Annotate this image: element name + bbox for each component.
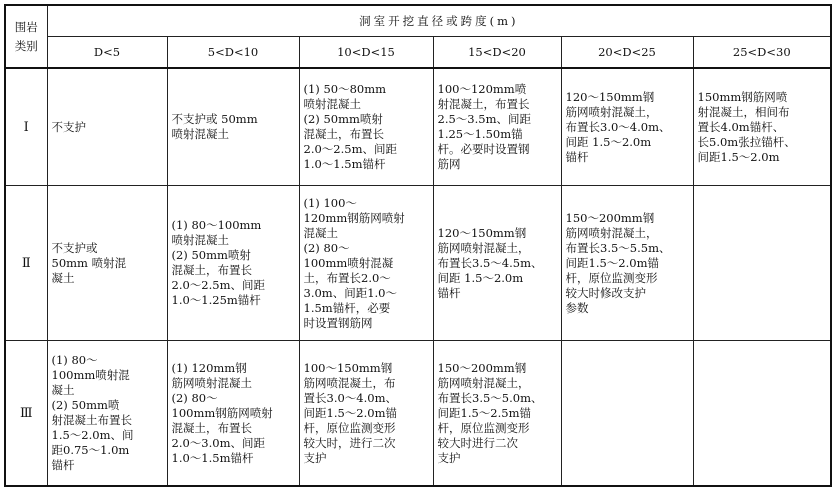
table-cell: 150～200mm钢 筋网喷射混凝土， 布置长3.5～5.5m、 间距1.5～2.0m锚 杆，原位监测变形 较大时修改支护 参数 <box>561 186 693 341</box>
table-cell: (1) 80～100mm 喷射混凝土 (2) 50mm喷射 混凝土，布置长 2.0～2.5m、间距 1.0～1.25m锚杆 <box>167 186 299 341</box>
table-cell: 不支护 <box>47 68 167 186</box>
column-header: 10<D<15 <box>299 37 433 69</box>
table-row <box>5 341 831 487</box>
table-cell: 100～120mm喷 射混凝土，布置长 2.5～3.5m、间距 1.25～1.50m锚 杆。必要时设置钢 筋网 <box>433 68 561 186</box>
table-cell: 不支护或 50mm 喷射混凝土 <box>167 68 299 186</box>
table-cell: (1) 80～ 100mm喷射混 凝土 (2) 50mm喷 射混凝土布置长 1.5～2.0m、间 距0.75～1.0m 锚杆 <box>47 341 167 487</box>
table-cell: (1) 120mm钢 筋网喷射混凝土 (2) 80～ 100mm钢筋网喷射 混凝土，布置长 2.0～3.0m、间距 1.0～1.5m锚杆 <box>167 341 299 487</box>
support-table <box>4 4 832 487</box>
column-header: 25<D<30 <box>693 37 831 69</box>
table-cell: 150～200mm钢 筋网喷射混凝土， 布置长3.5～5.0m、 间距1.5～2.5m锚 杆，原位监测变形 较大时进行二次 支护 <box>433 341 561 487</box>
table-cell: 不支护或 50mm 喷射混 凝土 <box>47 186 167 341</box>
rock-class-label: Ⅲ <box>5 341 47 487</box>
column-header: 15<D<20 <box>433 37 561 69</box>
table-cell: 120～150mm钢 筋网喷射混凝土， 布置长3.5～4.5m、 间距 1.5～2.0m 锚杆 <box>433 186 561 341</box>
rock-class-label: Ⅰ <box>5 68 47 186</box>
table-cell <box>693 341 831 487</box>
column-header: 5<D<10 <box>167 37 299 69</box>
table-cell: 120～150mm钢 筋网喷射混凝土， 布置长3.0～4.0m、 间距 1.5～2.0m 锚杆 <box>561 68 693 186</box>
column-header: D<5 <box>47 37 167 69</box>
table-cell <box>561 341 693 487</box>
table-cell: (1) 100～ 120mm钢筋网喷射 混凝土 (2) 80～ 100mm喷射混凝 土，布置长2.0～ 3.0m、间距1.0～ 1.5m锚杆，必要 时设置钢筋网 <box>299 186 433 341</box>
header-row-2 <box>5 37 831 69</box>
header-row-1 <box>5 5 831 37</box>
rock-class-label: Ⅱ <box>5 186 47 341</box>
table-cell: (1) 50～80mm 喷射混凝土 (2) 50mm喷射 混凝土，布置长 2.0～2.5m、间距 1.0～1.5m锚杆 <box>299 68 433 186</box>
table-cell: 150mm钢筋网喷 射混凝土，相间布 置长4.0m锚杆、 长5.0m张拉锚杆、 间距1.5～2.0m <box>693 68 831 186</box>
column-header: 20<D<25 <box>561 37 693 69</box>
span-title: 洞室开挖直径或跨度(m) <box>47 5 831 37</box>
table-cell <box>693 186 831 341</box>
table-row <box>5 186 831 341</box>
table-cell: 100～150mm钢 筋网喷混凝土，布 置长3.0～4.0m、 间距1.5～2.0m锚 杆，原位监测变形 较大时，进行二次 支护 <box>299 341 433 487</box>
table-row <box>5 68 831 186</box>
corner-label: 围岩 类别 <box>5 5 47 68</box>
